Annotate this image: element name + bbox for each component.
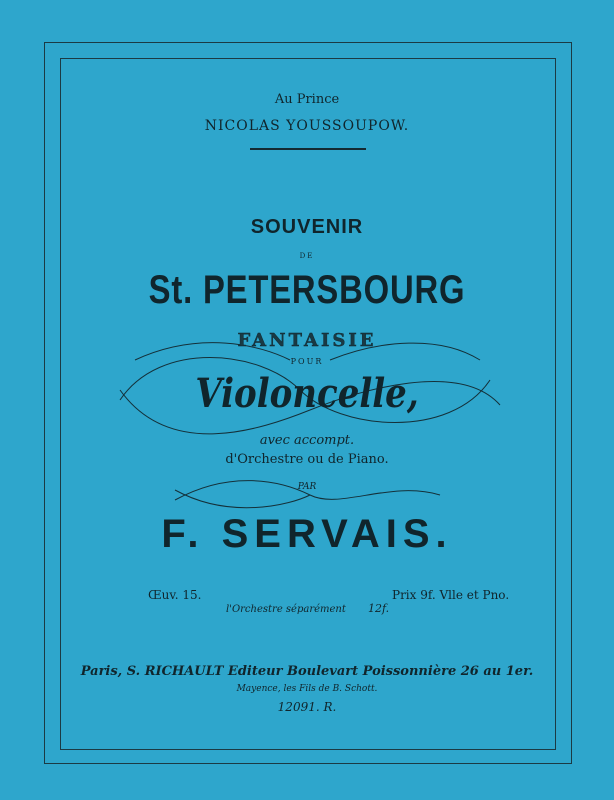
title-pour: POUR (290, 357, 324, 366)
title-genre: FANTAISIE (237, 330, 377, 351)
composer-name: F. SERVAIS. (161, 512, 453, 556)
orchestra-price: 12f. (368, 602, 390, 615)
title-souvenir: SOUVENIR (250, 216, 364, 238)
title-par: PAR (297, 482, 317, 492)
publisher-line1: Paris, S. RICHAULT Editeur Boulevart Poissonnière 26 au 1er. (80, 664, 534, 679)
title-city: St. PETERSBOURG (148, 268, 466, 312)
opus-number: Œuv. 15. (148, 588, 202, 602)
plate-number: 12091. R. (277, 700, 337, 714)
dedication-line1: Au Prince (274, 92, 340, 107)
accompaniment-line2: d'Orchestre ou de Piano. (225, 452, 389, 467)
orchestra-label: l'Orchestre séparément (226, 604, 346, 615)
ornamental-rule (250, 148, 366, 150)
title-de: DE (299, 252, 315, 260)
price: Prix 9f. Vlle et Pno. (392, 588, 510, 602)
dedication-line2: NICOLAS YOUSSOUPOW. (204, 118, 410, 134)
publisher-line2: Mayence, les Fils de B. Schott. (236, 684, 378, 694)
accompaniment-line1: avec accompt. (259, 433, 355, 448)
title-instrument: Violoncelle, (195, 370, 419, 417)
